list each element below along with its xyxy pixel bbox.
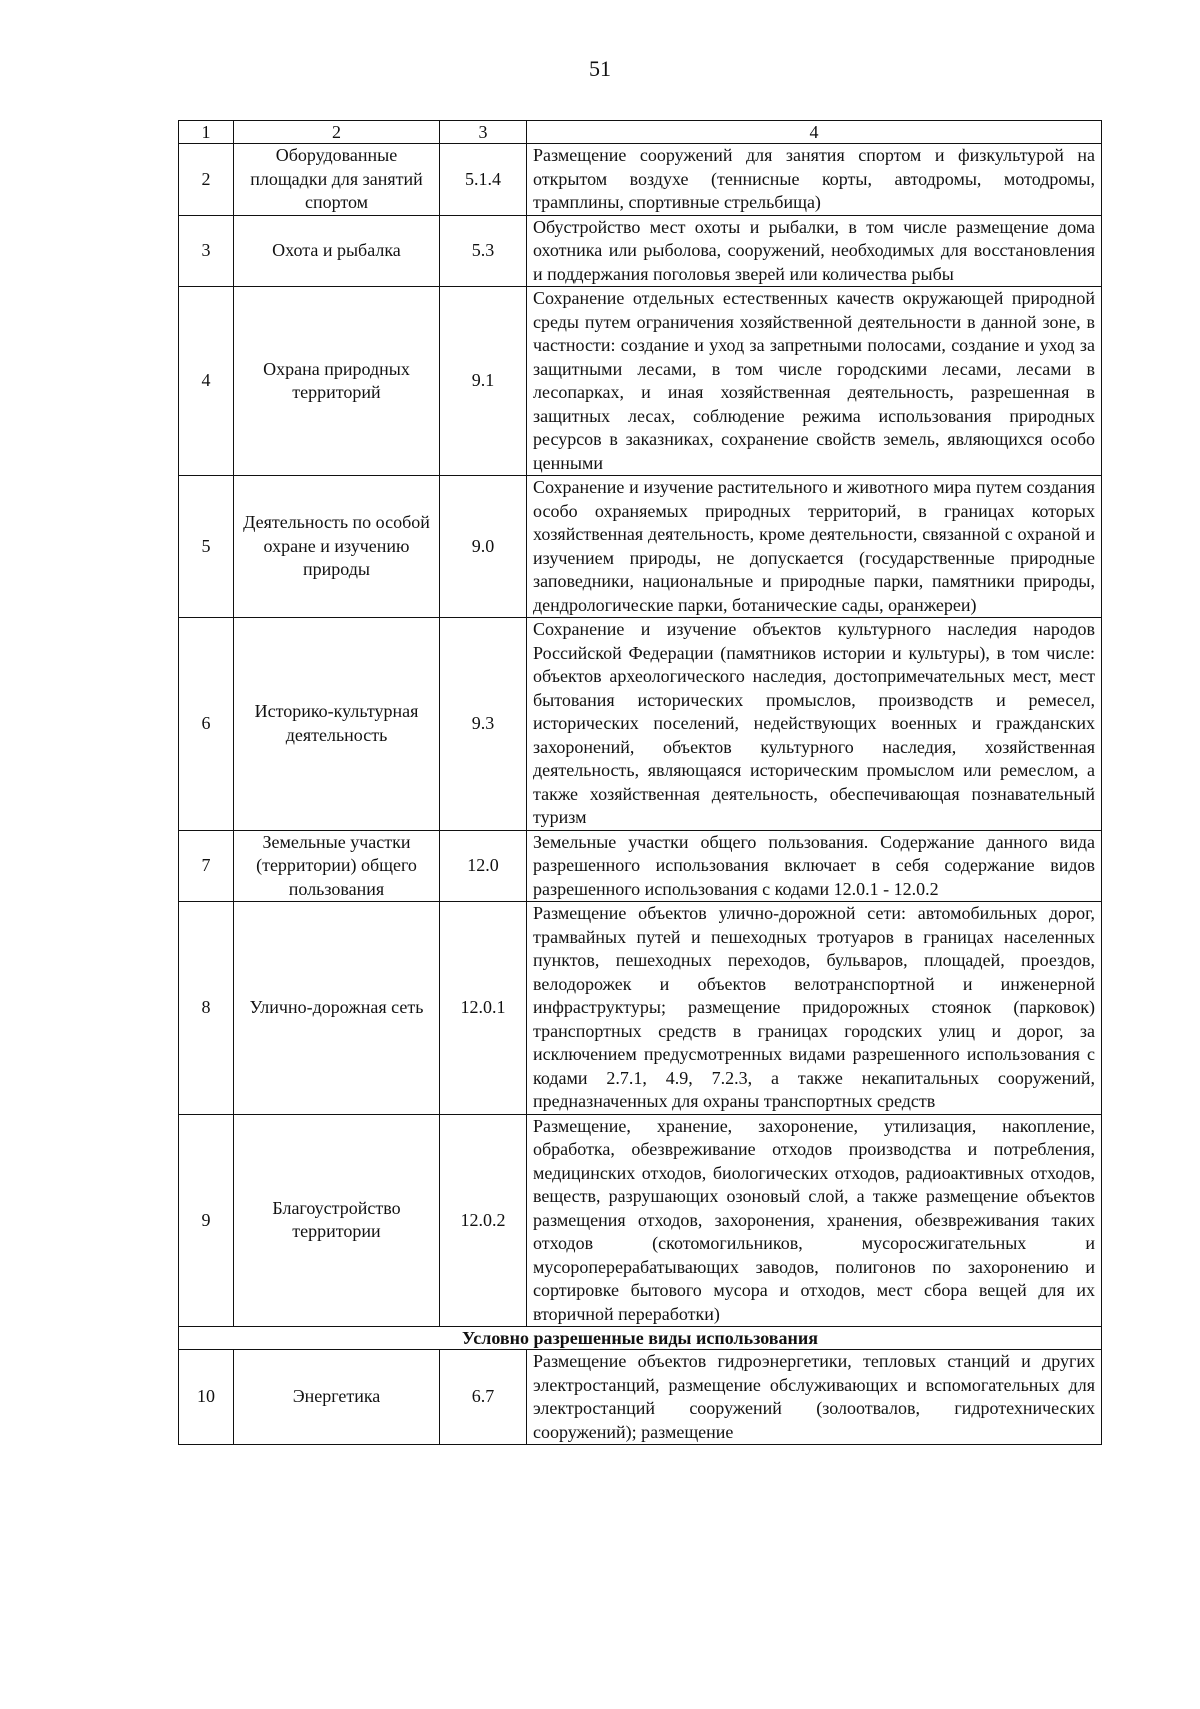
use-type-description: Сохранение и изучение растительного и животного мира путем создания особо охраняемых природных территорий, в границах которых хозяйственная деятельность, кроме деятельности, связанной с охраной и изучением природы, не допускается (государственные природные заповедники, национальные и природные парки, памятники природы, дендрологические парки, ботанические сады, оранжереи): [527, 476, 1102, 618]
table-row: [179, 287, 1102, 476]
row-number: 9: [179, 1114, 234, 1327]
row-number: 3: [179, 215, 234, 287]
section-title: Условно разрешенные виды использования: [179, 1327, 1102, 1350]
use-type-code: 9.0: [440, 476, 527, 618]
section-header-row: [179, 1327, 1102, 1350]
use-type-name: Историко-культурная деятельность: [234, 618, 440, 831]
header-cell: 4: [527, 121, 1102, 144]
use-type-code: 5.1.4: [440, 144, 527, 216]
use-type-code: 9.3: [440, 618, 527, 831]
row-number: 6: [179, 618, 234, 831]
use-type-name: Улично-дорожная сеть: [234, 902, 440, 1115]
row-number: 2: [179, 144, 234, 216]
row-number: 10: [179, 1350, 234, 1445]
row-number: 5: [179, 476, 234, 618]
table-row: [179, 830, 1102, 902]
use-type-name: Охота и рыбалка: [234, 215, 440, 287]
header-cell: 2: [234, 121, 440, 144]
row-number: 4: [179, 287, 234, 476]
table-row: [179, 902, 1102, 1115]
use-type-code: 5.3: [440, 215, 527, 287]
use-type-code: 12.0.1: [440, 902, 527, 1115]
use-type-name: Деятельность по особой охране и изучению природы: [234, 476, 440, 618]
land-use-table: [178, 120, 1102, 1445]
table-row: [179, 144, 1102, 216]
use-type-description: Размещение сооружений для занятия спортом и физкультурой на открытом воздухе (теннисные корты, автодромы, мотодромы, трамплины, спортивные стрельбища): [527, 144, 1102, 216]
row-number: 8: [179, 902, 234, 1115]
use-type-name: Земельные участки (территории) общего пользования: [234, 830, 440, 902]
use-type-code: 12.0.2: [440, 1114, 527, 1327]
table-row: [179, 476, 1102, 618]
use-type-description: Сохранение отдельных естественных качеств окружающей природной среды путем ограничения хозяйственной деятельности в данной зоне, в частности: создание и уход за запретными полосами, создание и уход за защитными лесами, в том числе городскими лесами, лесами в лесопарках, и иная хозяйственная деятельность, разрешенная в защитных лесах, соблюдение режима использования природных ресурсов в заказниках, сохранение свойств земель, являющихся особо ценными: [527, 287, 1102, 476]
use-type-name: Энергетика: [234, 1350, 440, 1445]
header-cell: 1: [179, 121, 234, 144]
table-row: [179, 618, 1102, 831]
table-row: [179, 1114, 1102, 1327]
use-type-description: Размещение объектов гидроэнергетики, тепловых станций и других электростанций, размещение обслуживающих и вспомогательных для электростанций сооружений (золоотвалов, гидротехнических сооружений); размещение: [527, 1350, 1102, 1445]
use-type-code: 12.0: [440, 830, 527, 902]
table-row: [179, 215, 1102, 287]
row-number: 7: [179, 830, 234, 902]
use-type-name: Оборудованные площадки для занятий спортом: [234, 144, 440, 216]
header-cell: 3: [440, 121, 527, 144]
use-type-description: Земельные участки общего пользования. Содержание данного вида разрешенного использования включает в себя содержание видов разрешенного использования с кодами 12.0.1 - 12.0.2: [527, 830, 1102, 902]
use-type-name: Охрана природных территорий: [234, 287, 440, 476]
use-type-description: Размещение объектов улично-дорожной сети: автомобильных дорог, трамвайных путей и пешеходных тротуаров в границах населенных пунктов, пешеходных переходов, бульваров, площадей, проездов, велодорожек и объектов велотранспортной и инженерной инфраструктуры; размещение придорожных стоянок (парковок) транспортных средств в границах городских улиц и дорог, за исключением предусмотренных видами разрешенного использования с кодами 2.7.1, 4.9, 7.2.3, а также некапитальных сооружений, предназначенных для охраны транспортных средств: [527, 902, 1102, 1115]
use-type-description: Обустройство мест охоты и рыбалки, в том числе размещение дома охотника или рыболова, сооружений, необходимых для восстановления и поддержания поголовья зверей или количества рыбы: [527, 215, 1102, 287]
use-type-code: 9.1: [440, 287, 527, 476]
table-header-row: [179, 121, 1102, 144]
use-type-code: 6.7: [440, 1350, 527, 1445]
table-row: [179, 1350, 1102, 1445]
use-type-name: Благоустройство территории: [234, 1114, 440, 1327]
use-type-description: Размещение, хранение, захоронение, утилизация, накопление, обработка, обезвреживание отходов производства и потребления, медицинских отходов, биологических отходов, радиоактивных отходов, веществ, разрушающих озоновый слой, а также размещение объектов размещения отходов, захоронения, хранения, обезвреживания таких отходов (скотомогильников, мусоросжигательных и мусороперерабатывающих заводов, полигонов по захоронению и сортировке бытового мусора и отходов, мест сбора вещей для их вторичной переработки): [527, 1114, 1102, 1327]
page-number: 51: [589, 56, 611, 81]
use-type-description: Сохранение и изучение объектов культурного наследия народов Российской Федерации (памятников истории и культуры), в том числе: объектов археологического наследия, достопримечательных мест, мест бытования исторических промыслов, производств и ремесел, исторических поселений, недействующих военных и гражданских захоронений, объектов культурного наследия, хозяйственная деятельность, являющаяся историческим промыслом или ремеслом, а также хозяйственная деятельность, обеспечивающая познавательный туризм: [527, 618, 1102, 831]
